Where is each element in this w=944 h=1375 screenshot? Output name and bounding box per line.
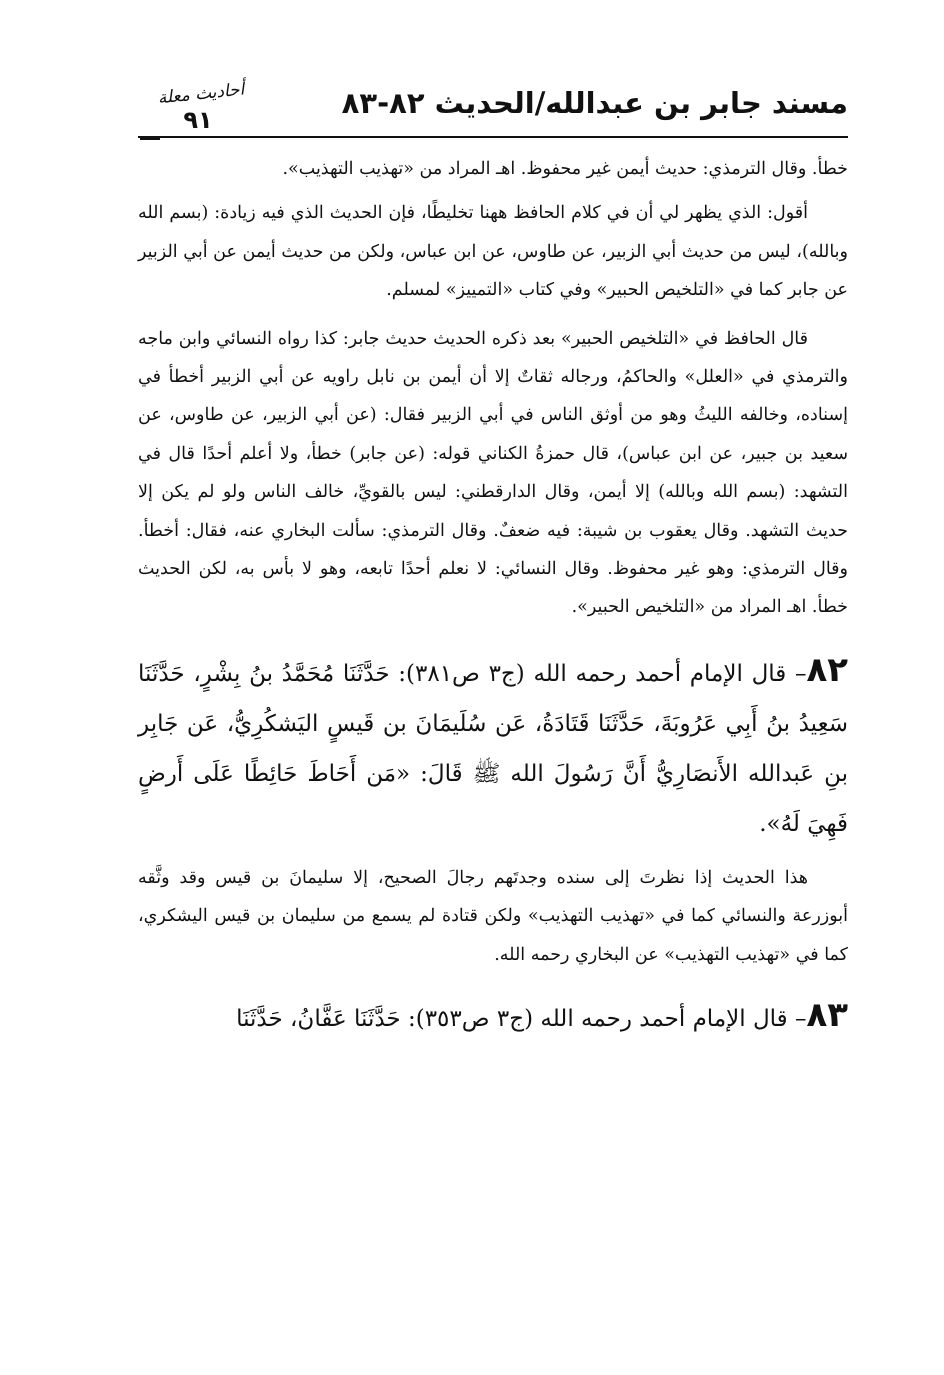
paragraph-author-comment: أقول: الذي يظهر لي أن في كلام الحافظ ههنا تخليطًا، فإن الحديث الذي فيه زيادة: (بسم الله وبالله)، ليس من حديث أبي الزبير، عن طاوس، عن ابن عباس، ولكن من حديث أيمن عن أبي الزبير عن جابر كما في «التلخيص الحبير» وفي كتاب «التمييز» لمسلم. — [138, 203, 848, 301]
running-header-title: مسند جابر بن عبدالله/الحديث ٨٢-٨٣ — [341, 86, 848, 120]
hadith-text: – قال الإمام أحمد رحمه الله (ج٣ ص٣٥٣): حَدَّثَنَا عَفَّانُ، حَدَّثَنَا — [236, 1006, 807, 1033]
paragraph-hadith-82-comment: هذا الحديث إذا نظرتَ إلى سنده وجدتَهم رجالَ الصحيح، إلا سليمانَ بن قيس وقد وثَّقه أبوزرعة والنسائي كما في «تهذيب التهذيب» ولكن قتادة لم يسمع من سليمان بن قيس اليشكري، كما في «تهذيب التهذيب» عن البخاري رحمه الله. — [138, 867, 848, 965]
paragraph-hafiz-quote: قال الحافظ في «التلخيص الحبير» بعد ذكره الحديث حديث جابر: كذا رواه النسائي وابن ماجه والترمذي في «العلل» والحاكمُ، ورجاله ثقاتٌ إلا أن أيمن بن نابل راويه عن أبي الزبير أخطأ في إسناده، وخالفه الليثُ وهو من أوثق الناس في أبي الزبير فقال: (عن أبي الزبير، عن طاوس، عن سعيد بن جبير، عن ابن عباس)، قال حمزةُ الكناني قوله: (عن جابر) خطأ، ولا أعلم أحدًا قال في التشهد: (بسم الله وبالله) إلا أيمن، وقال الدارقطني: ليس بالقويِّ، خالف الناس ولو لم يكن إلا حديث التشهد. وقال يعقوب بن شيبة: فيه ضعفٌ. وقال الترمذي: سألت البخاري عنه، فقال: أخطأ. وقال الترمذي: وهو غير محفوظ. وقال النسائي: لا نعلم أحدًا تابعه، وهو لا بأس به، لكن الحديث خطأ. اهـ المراد من «التلخيص الحبير». — [138, 328, 848, 618]
page-body — [138, 150, 848, 1044]
page-number-mark — [140, 138, 160, 140]
hadith-text: – قال الإمام أحمد رحمه الله (ج٣ ص٣٨١): حَدَّثَنَا مُحَمَّدُ بنُ بِشْرٍ، حَدَّثَنَا سَعِيدُ بنُ أَبِي عَرُوبَةَ، حَدَّثَنَا قَتَادَةُ، عَن سُلَيمَانَ بن قَيسٍ اليَشكُرِيُّ، عَن جَابِر بنِ عَبدالله الأَنصَارِيُّ أَنَّ رَسُولَ الله ﷺ قَالَ: «مَن أَحَاطَ حَائِطًا عَلَى أَرضٍ فَهِيَ لَهُ». — [138, 660, 848, 837]
hadith-number: ٨٣ — [806, 995, 848, 1036]
paragraph-continuation: خطأ. وقال الترمذي: حديث أيمن غير محفوظ. اهـ المراد من «تهذيب التهذيب». — [282, 159, 848, 179]
hadith-82 — [138, 645, 848, 849]
handwritten-margin-note: أحاديث معلة — [156, 79, 246, 109]
hadith-83 — [138, 990, 848, 1044]
hadith-number: ٨٢ — [806, 649, 849, 690]
header-rule — [138, 136, 848, 138]
page-number: ٩١ — [183, 106, 213, 134]
